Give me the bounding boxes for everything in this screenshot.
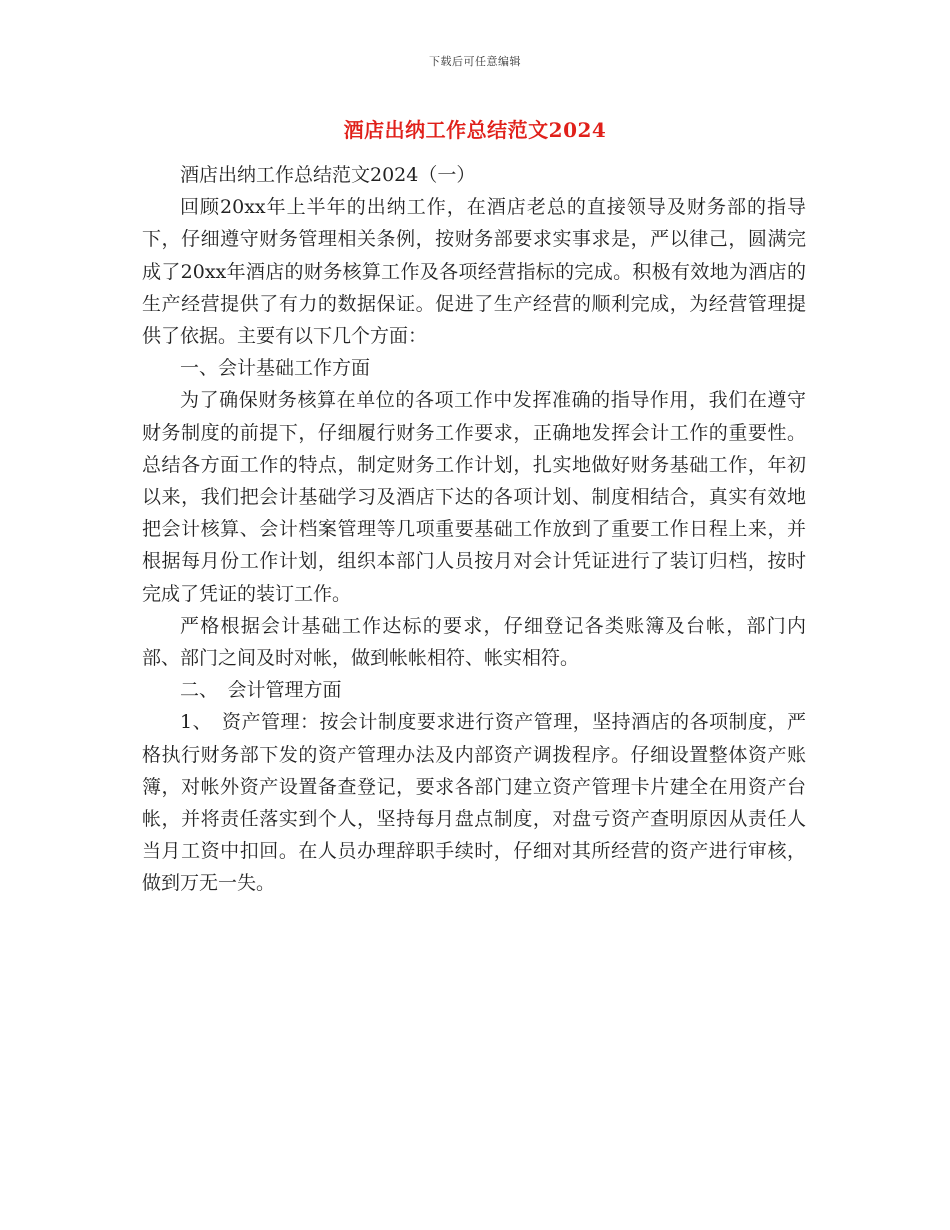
paragraph-review: 回顾20xx年上半年的出纳工作，在酒店老总的直接领导及财务部的指导下，仔细遵守财务管理相关条例，按财务部要求实事求是，严以律己，圆满完成了20xx年酒店的财务核算工作及各项经营指标的完成。积极有效地为酒店的生产经营提供了有力的数据保证。促进了生产经营的顺利完成，为经营管理提供了依据。主要有以下几个方面： — [142, 196, 806, 348]
heading-accounting-management: 二、 会计管理方面 — [180, 679, 342, 702]
document-title: 酒店出纳工作总结范文2024 — [343, 118, 607, 142]
paragraph-ledger-requirements: 严格根据会计基础工作达标的要求，仔细登记各类账簿及台帐，部门内部、部门之间及时对帐，做到帐帐相符、帐实相符。 — [142, 614, 806, 670]
paragraph-asset-management: 1、 资产管理：按会计制度要求进行资产管理，坚持酒店的各项制度，严格执行财务部下发的资产管理办法及内部资产调拨程序。仔细设置整体资产账簿，对帐外资产设置备查登记，要求各部门建立资产管理卡片建全在用资产台帐，并将责任落实到个人，坚持每月盘点制度，对盘亏资产查明原因从责任人当月工资中扣回。在人员办理辞职手续时，仔细对其所经营的资产进行审核，做到万无一失。 — [142, 711, 806, 895]
header-note: 下载后可任意编辑 — [429, 55, 521, 68]
section-subtitle: 酒店出纳工作总结范文2024（一） — [180, 164, 476, 186]
paragraph-accounting-basics: 为了确保财务核算在单位的各项工作中发挥准确的指导作用，我们在遵守财务制度的前提下，仔细履行财务工作要求，正确地发挥会计工作的重要性。总结各方面工作的特点，制定财务工作计划，扎实地做好财务基础工作，年初以来，我们把会计基础学习及酒店下达的各项计划、制度相结合，真实有效地把会计核算、会计档案管理等几项重要基础工作放到了重要工作日程上来，并根据每月份工作计划，组织本部门人员按月对会计凭证进行了装订归档，按时完成了凭证的装订工作。 — [142, 389, 806, 605]
heading-accounting-basics: 一、会计基础工作方面 — [180, 357, 371, 380]
document-body — [142, 159, 806, 900]
